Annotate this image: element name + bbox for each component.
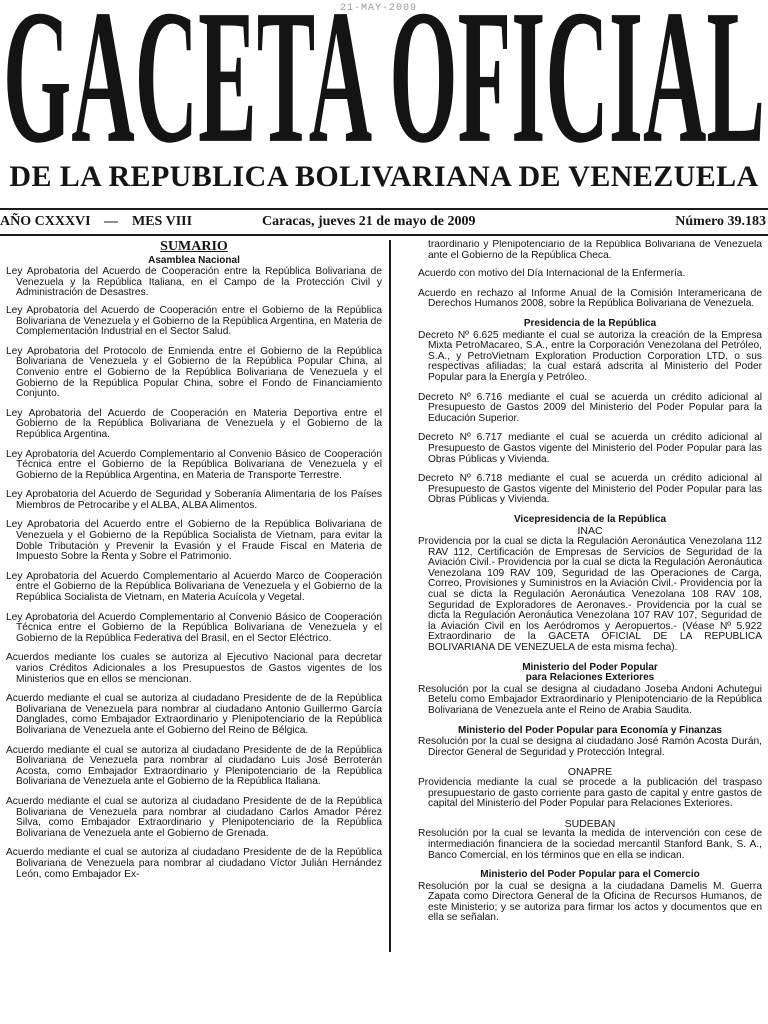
summary-entry: Decreto Nº 6.625 mediante el cual se autoriza la creación de la Empresa Mixta PetroMacareo, S.A., entre la Corporación Venezolana del Petróleo, S.A., y PetroVietnam Exploration Production Corporation LTD, o sus respectivas afiliadas; la cual estará adscrita al Ministerio del Poder Popular para la Energía y Petróleo.	[418, 329, 762, 383]
summary-entry: Decreto Nº 6.718 mediante el cual se acuerda un crédito adicional al Presupuesto de Gastos vigente del Ministerio del Poder Popular para las Obras Públicas y Vivienda.	[418, 473, 762, 506]
summary-entry: Acuerdo en rechazo al Informe Anual de la Comisión Interamericana de Derechos Humanos 2008, sobre la República Bolivariana de Venezuela.	[418, 287, 762, 310]
summary-entry: Ley Aprobatoria del Acuerdo de Cooperación entre el Gobierno de la República Bolivariana de Venezuela y el Gobierno de la República Argentina, en Materia de Complementación Industrial en el Sector Salud.	[6, 304, 382, 338]
dateline	[0, 212, 768, 232]
summary-entry: Ley Aprobatoria del Acuerdo de Seguridad y Soberanía Alimentaria de los Países Miembros de Petrocaribe y el ALBA, ALBA Alimentos.	[6, 489, 382, 511]
summary-entry: Resolución por la cual se designa al ciudadano José Ramón Acosta Durán, Director General de Seguridad y Protección Integral.	[418, 736, 762, 758]
summary-entry: Decreto Nº 6.716 mediante el cual se acuerda un crédito adicional al Presupuesto de Gastos 2009 del Ministerio del Poder Popular para la Educación Superior.	[418, 391, 762, 424]
section-heading-economia: Ministerio del Poder Popular para Economía y Finanzas	[458, 724, 722, 736]
summary-entry: Ley Aprobatoria del Acuerdo de Cooperación entre la República Bolivariana de Venezuela y la República Italiana, en el Campo de la Protección Civil y Administración de Desastres.	[6, 266, 382, 299]
left-column	[6, 240, 382, 960]
summary-entry: Resolución por la cual se designa al ciudadano Joseba Andoni Achutegui Betelu como Embajador Extraordinario y Plenipotenciario de la República Bolivariana de Venezuela ante el Reino de Arabia Saudita.	[418, 683, 762, 716]
summary-entry: Ley Aprobatoria del Acuerdo Complementario al Convenio Básico de Cooperación Técnica entre el Gobierno de la República Bolivariana de Venezuela y el Gobierno de la República Federativa del Brasil, en el Sector Eléctrico.	[6, 611, 382, 644]
section-heading-asamblea: Asamblea Nacional	[148, 254, 240, 266]
section-heading-relaciones-2: para Relaciones Exteriores	[525, 672, 655, 684]
summary-entry: Resolución por la cual se designa a la ciudadana Damelis M. Guerra Zapata como Directora General de la Oficina de Recursos Humanos, de este Ministerio; y se autoriza para firmar los actos y documentos que en ella se señalan.	[418, 880, 762, 924]
summary-entry: Acuerdo mediante el cual se autoriza al ciudadano Presidente de de la República Bolivariana de Venezuela para nombrar al ciudadano Carlos Amador Pérez Silva, como Embajador Extraordinario y Plenipotenciario de la República Bolivariana de Venezuela ante el Gobierno de Grenada.	[6, 795, 382, 839]
summary-entry: Ley Aprobatoria del Acuerdo de Cooperación en Materia Deportiva entre el Gobierno de la República Bolivariana de Venezuela y el Gobierno de la República Argentina.	[6, 407, 382, 440]
summary-entry: Providencia mediante la cual se procede a la publicación del traspaso presupuestario de gasto corriente para gasto de capital y entre gastos de capital del Ministerio del Poder Popular para Relaciones Exteriores.	[418, 776, 762, 810]
dateline-bottom-rule	[0, 234, 768, 236]
right-column	[418, 240, 762, 960]
sumario-heading: SUMARIO	[160, 240, 228, 254]
section-heading-comercio: Ministerio del Poder Popular para el Comercio	[480, 869, 700, 881]
masthead-title: GACETA OFICIAL	[2, 12, 765, 164]
summary-entry: Ley Aprobatoria del Acuerdo entre el Gobierno de la República Bolivariana de Venezuela y el Gobierno de la República Socialista de Vietnam, para evitar la Doble Tributación y Prevenir la Evasión y el Fraude Fiscal en Materia de Impuesto Sobre la Renta y Sobre el Patrimonio.	[6, 519, 382, 563]
dateline-month: MES VIII	[132, 214, 193, 229]
summary-entry: Providencia por la cual se dicta la Regulación Aeronáutica Venezolana 112 RAV 112, Certificación de Empresas de Servicios de Seguridad de la Aviación Civil.- Providencia por la cual se dicta la Regulación Aeronáutica Venezolana 109 RAV 109, Seguridad de las Operaciones de Carga, Correo, Provisiones y Suministros en la Aviación Civil.- Providencia por la cual se dicta la Regulación Aeronáutica Venezolana 108 RAV 108, Seguridad de Exploradores de Aeronaves.- Providencia por la cual se dicta la Regulación Aeronáutica Venezolana 107 RAV 107, Seguridad de la Aviación Civil en los Aeródromos y Aeropuertos.- (Véase Nº 5.922 Extraordinario de la GACETA OFICIAL DE LA REPUBLICA BOLIVARIANA DE VENEZUELA de esta misma fecha).	[418, 536, 762, 653]
dateline-year: AÑO CXXXVI	[0, 214, 91, 229]
masthead-subtitle: DE LA REPUBLICA BOLIVARIANA DE VENEZUELA	[9, 160, 759, 193]
column-divider	[389, 240, 391, 952]
summary-entry: Acuerdo mediante el cual se autoriza al ciudadano Presidente de de la República Bolivariana de Venezuela para nombrar al ciudadano Víctor Julián Hernández León, como Embajador Ex-	[6, 847, 382, 880]
section-heading-presidencia: Presidencia de la República	[523, 317, 657, 329]
dateline-number: Número 39.183	[675, 214, 766, 229]
summary-entry: Ley Aprobatoria del Protocolo de Enmienda entre el Gobierno de la República Bolivariana de Venezuela y el Gobierno de la República Popular China, al Convenio entre el Gobierno de la República Bolivariana de Venezuela y el Gobierno de la República Popular China, sobre el Fondo de Financiamiento Conjunto.	[6, 345, 382, 400]
summary-entry-continuation: traordinario y Plenipotenciario de la República Bolivariana de Venezuela ante el Gobierno de la República Checa.	[428, 240, 762, 261]
subsection-heading-inac: INAC	[577, 525, 603, 538]
section-heading-relaciones-1: Ministerio del Poder Popular	[522, 661, 658, 673]
section-heading-vicepresidencia: Vicepresidencia de la República	[513, 513, 667, 525]
section-heading-sudeban: SUDEBAN	[564, 817, 616, 830]
dateline-place-date: Caracas, jueves 21 de mayo de 2009	[262, 214, 476, 229]
received-stamp: 21-MAY-2009	[340, 3, 418, 14]
dateline-top-rule	[0, 208, 768, 210]
summary-entry: Acuerdo mediante el cual se autoriza al ciudadano Presidente de de la República Bolivariana de Venezuela para nombrar al ciudadano Antonio Guillermo García Danglades, como Embajador Extraordinario y Plenipotenciario de la República Bolivariana de Venezuela ante el Gobierno del Reino de Bélgica.	[6, 693, 382, 736]
summary-entry: Decreto Nº 6.717 mediante el cual se acuerda un crédito adicional al Presupuesto de Gastos vigente del Ministerio del Poder Popular para las Obras Públicas y Vivienda.	[418, 432, 762, 465]
summary-entry: Ley Aprobatoria del Acuerdo Complementario al Acuerdo Marco de Cooperación entre el Gobierno de la República Bolivariana de Venezuela y el Gobierno de la República Socialista de Vietnam, en Materia Acuícola y Vegetal.	[6, 570, 382, 604]
summary-entry: Acuerdos mediante los cuales se autoriza al Ejecutivo Nacional para decretar varios Créditos Adicionales a los Presupuestos de Gastos vigentes de los Ministerios que en ellos se mencionan.	[6, 652, 382, 685]
summary-entry: Ley Aprobatoria del Acuerdo Complementario al Convenio Básico de Cooperación Técnica entre el Gobierno de la República Bolivariana de Venezuela y el Gobierno de la República Argentina, en Materia de Transporte Terrestre.	[6, 448, 382, 481]
section-heading-onapre: ONAPRE	[567, 766, 613, 779]
masthead-title-graphic	[0, 12, 768, 164]
masthead	[0, 12, 768, 164]
summary-entry: Acuerdo mediante el cual se autoriza al ciudadano Presidente de de la República Bolivariana de Venezuela para nombrar al ciudadano Luis José Berroterán Acosta, como Embajador Extraordinario y Plenipotenciario de la República Bolivariana de Venezuela ante el Gobierno de la República Italiana.	[6, 744, 382, 788]
summary-entry: Acuerdo con motivo del Día Internacional de la Enfermería.	[418, 268, 686, 280]
dateline-separator: —	[104, 214, 118, 229]
summary-entry: Resolución por la cual se levanta la medida de intervención con cese de intermediación financiera de la sociedad mercantil Stanford Bank, S. A., Banco Comercial, en los términos que en ella se indican.	[418, 828, 762, 861]
